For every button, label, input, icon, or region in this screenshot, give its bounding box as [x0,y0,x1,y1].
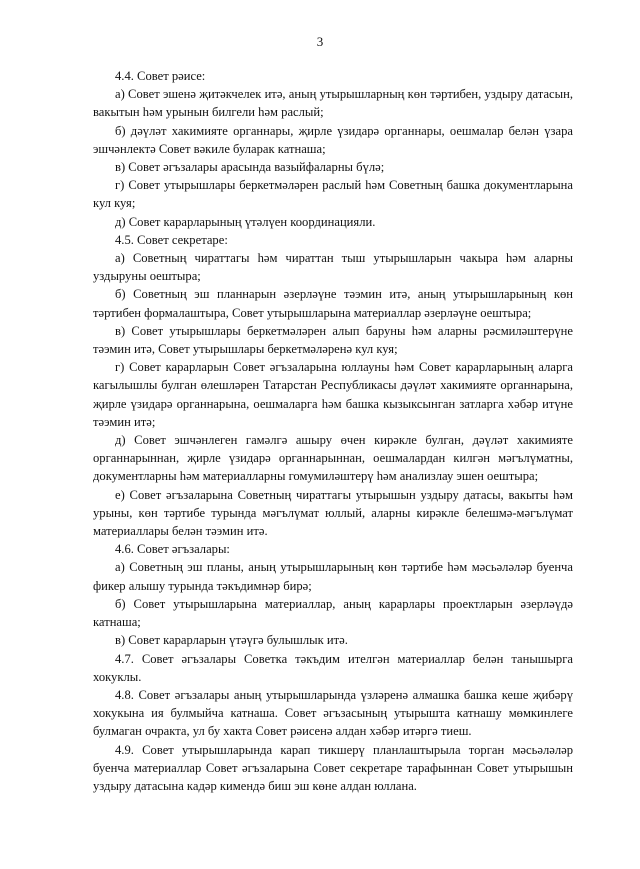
paragraph: г) Совет утырышлары беркетмәләрен раслый һәм Советның башка документларына кул куя; [93,178,573,211]
paragraph: б) Советның эш планнарын әзерләүне тәэмин итә, аның утырышларының көн тәртибен формалаштыра, Совет утырышларына материаллар әзерләүне оештыра; [93,287,573,320]
paragraph: а) Советның чираттагы һәм чираттан тыш утырышларын чакыра һәм аларны уздыруны оештыра; [93,251,573,284]
paragraph: г) Совет карарларын Совет әгъзаларына юллауны һәм Совет карарларының аларга кагылышлы булган өлешләрен Татарстан Республикасы дәүләт хакимияте органнарына, җирле үзидарә органнарына, оешмаларга һәм башка кызыксынган затларга хәбәр итүне тәэмин итә; [93,360,573,429]
paragraph: е) Совет әгъзаларына Советның чираттагы утырышын уздыру датасы, вакыты һәм урыны, көн тәртибе турында мәгълүмат юллый, аларны кирәкле белешмә-мәгълүмат материаллары белән тәэмин итә. [93,487,573,539]
paragraph: д) Совет карарларының үтәлүен координацияли. [115,214,376,229]
section-4-9: 4.9. Совет утырышларында карап тикшерү планлаштырыла торган мәсьәләләр буенча материаллар Совет әгъзаларына Совет секретаре тарафыннан Совет утырышын уздыру датасына кадәр кимендә биш эш көне алдан юллана. [93,742,573,793]
page-number: 3 [316,34,324,49]
paragraph: а) Совет эшенә җитәкчелек итә, аның утырышларның көн тәртибен, уздыру датасын, вакытын һәм урынын билгели һәм раслый; [93,87,573,120]
paragraph: д) Совет эшчәнлеген гамәлгә ашыру өчен кирәкле булган, дәүләт хакимияте органнарыннан, җирле үзидарә органнарыннан, оешмалардан килгән мәгълүматны, документларны һәм материалларны гомумиләштерү һәм анализлау эшен оештыра; [93,433,573,484]
paragraph: а) Советның эш планы, аның утырышларының көн тәртибе һәм мәсьәләләр буенча фикер алышу турында тәкъдимнәр бирә; [93,560,573,593]
section-heading-4-5: 4.5. Совет секретаре: [115,232,228,247]
section-4-8: 4.8. Совет әгъзалары аның утырышларында үзләренә алмашка башка кеше җибәрү хокукына ия булмыйча катнаша. Совет әгъзасының утырышта катнашу мөмкинлеге булмаган очракта, ул бу хакта Совет рәисенә алдан хәбәр итәргә тиеш. [93,687,573,739]
paragraph: в) Совет карарларын үтәүгә булышлык итә. [115,633,348,648]
section-4-7: 4.7. Совет әгъзалары Советка тәкъдим ителгән материаллар белән танышырга хокуклы. [93,651,573,684]
section-heading-4-6: 4.6. Совет әгъзалары: [115,542,230,557]
paragraph: б) дәүләт хакимияте органнары, җирле үзидарә органнары, оешмалар белән үзара эшчәнлектә Совет вәкиле буларак катнаша; [93,123,573,156]
paragraph: в) Совет әгъзалары арасында вазыйфаларны бүлә; [115,160,385,175]
section-heading-4-4: 4.4. Совет рәисе: [115,69,206,83]
document-body [93,67,573,795]
paragraph: в) Совет утырышлары беркетмәләрен алып баруны һәм аларны рәсмиләштерүне тәэмин итә, Совет утырышлары беркетмәләренә кул куя; [93,323,573,357]
paragraph: б) Совет утырышларына материаллар, аның карарлары проектларын әзерләүдә катнаша; [93,596,573,630]
